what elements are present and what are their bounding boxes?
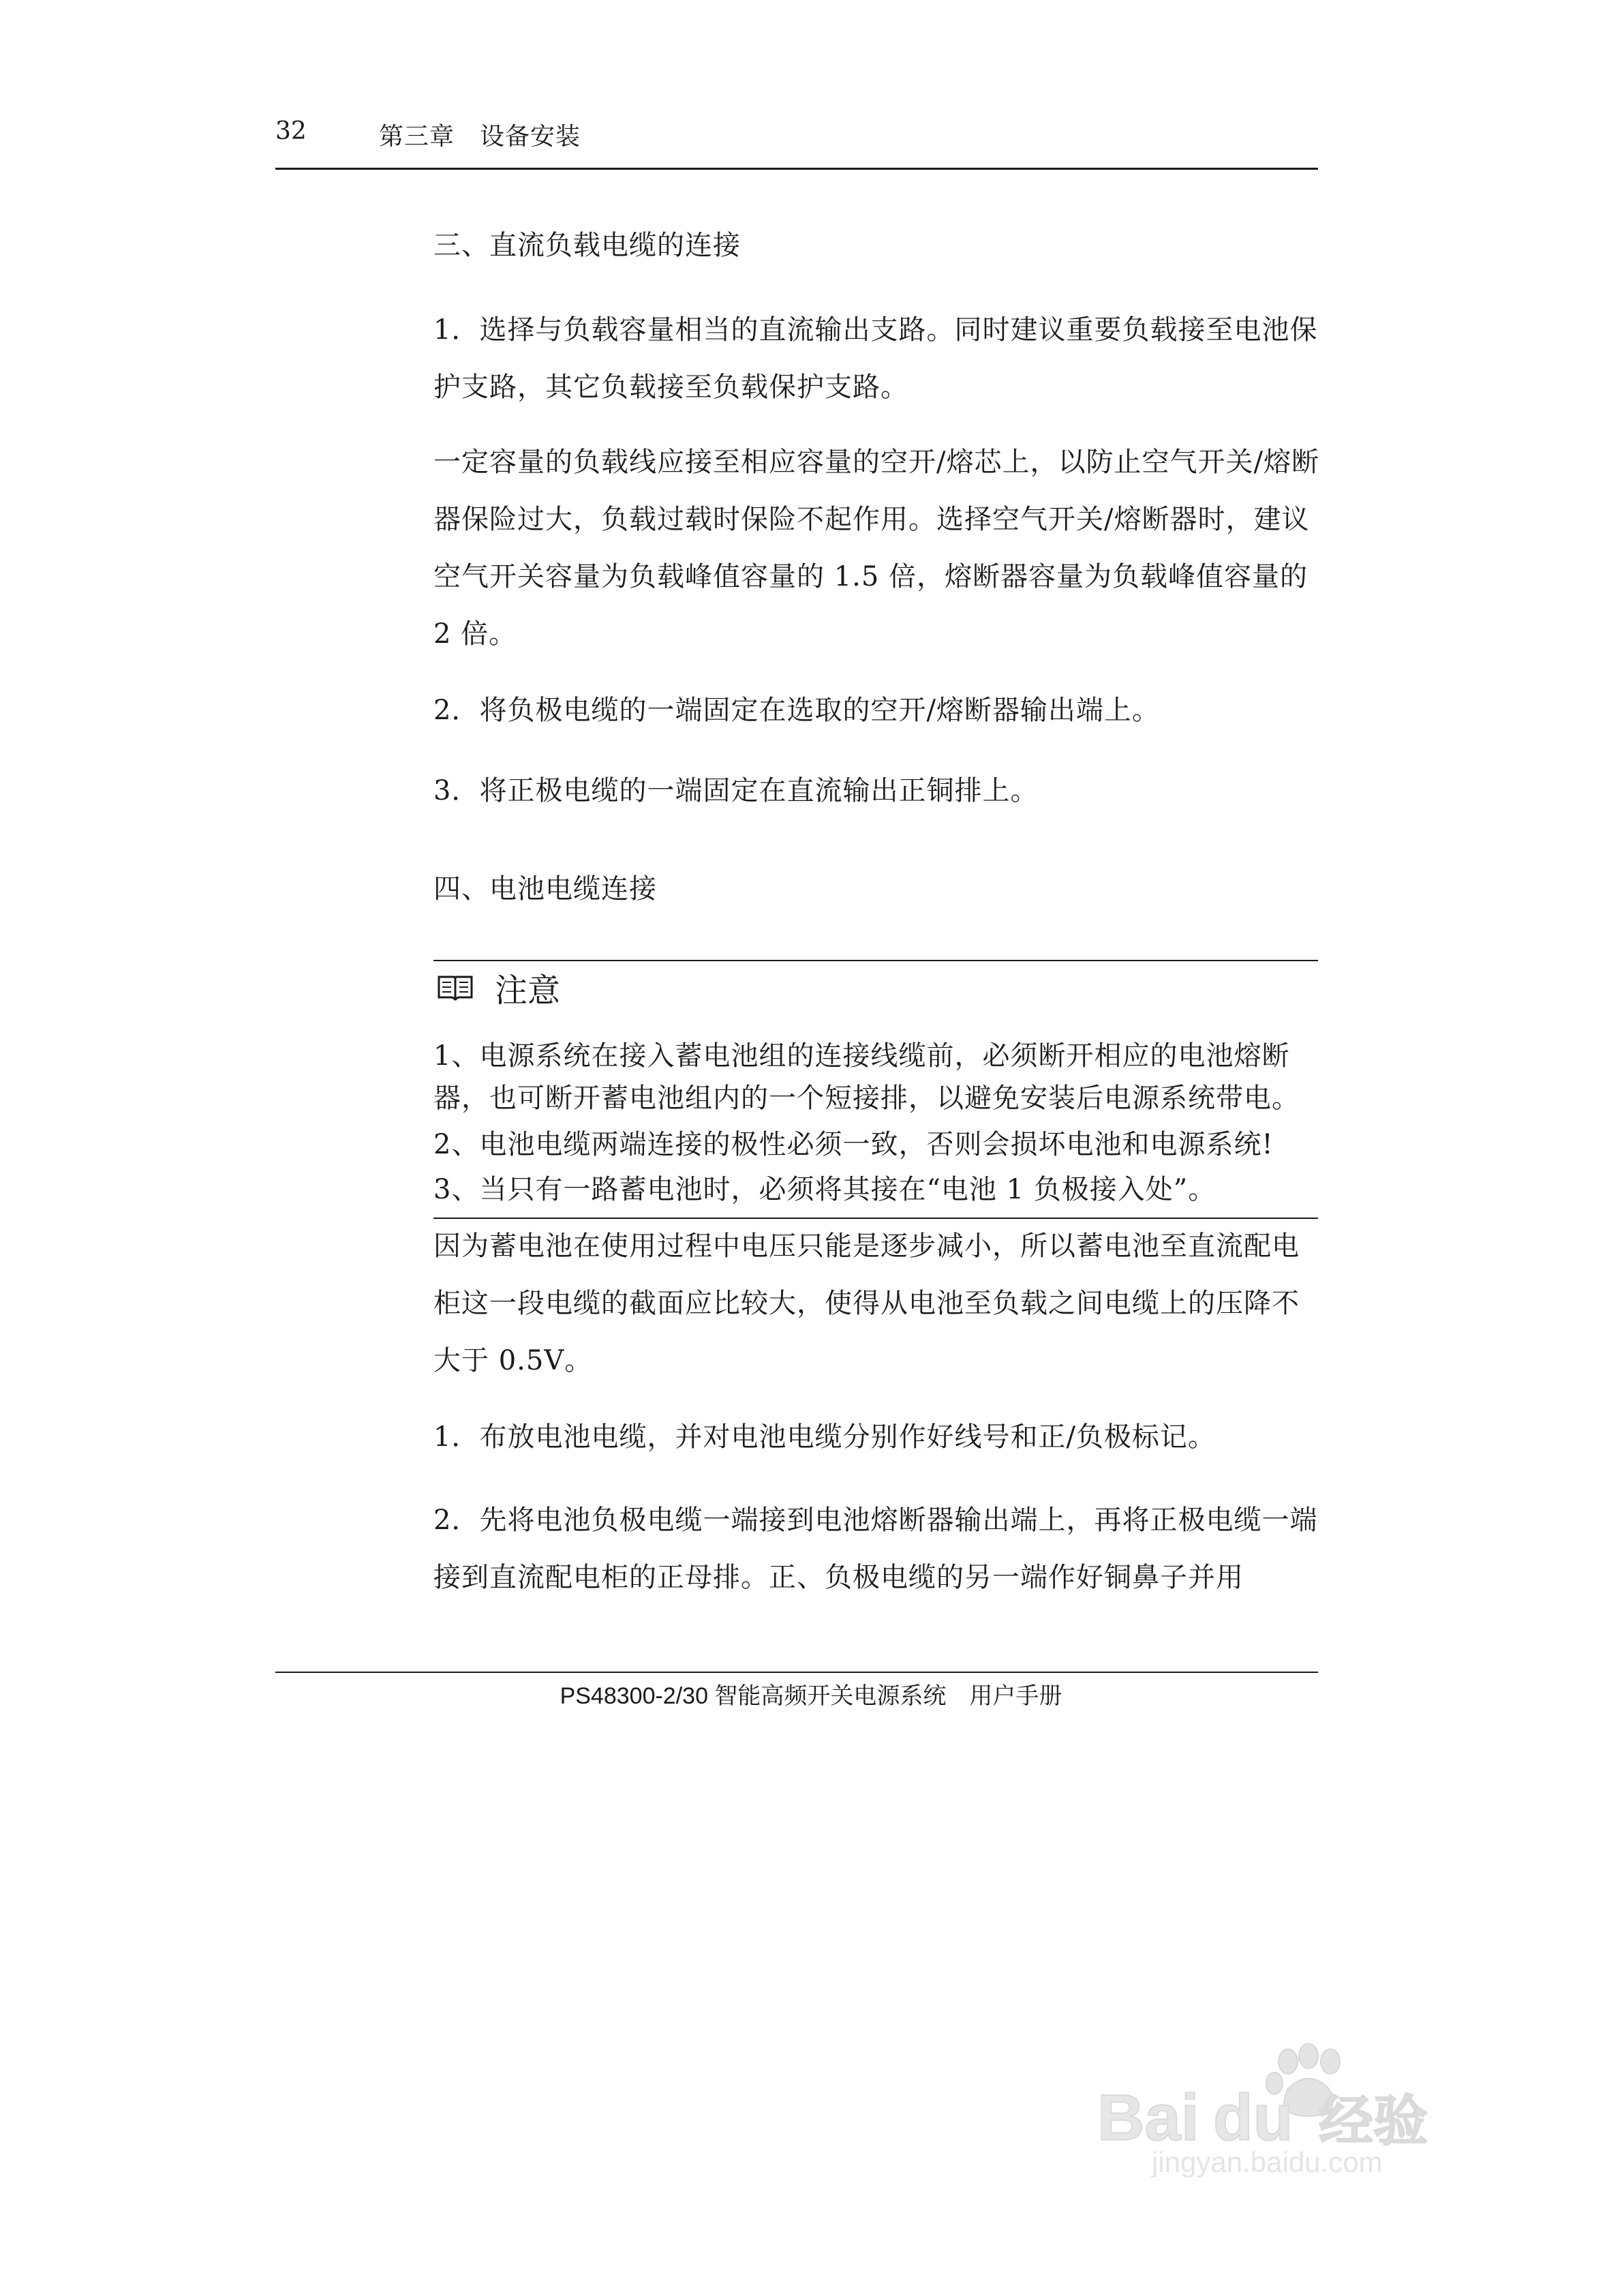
baidu-watermark bbox=[1084, 2041, 1465, 2180]
notice-item-3: 3、当只有一路蓄电池时，必须将其接在“电池 1 负极接入处”。 bbox=[433, 1174, 1216, 1205]
page-number: 32 bbox=[275, 117, 307, 145]
baidu-logo-icon bbox=[1084, 2041, 1465, 2177]
section3-step3: 3．将正极电缆的一端固定在直流输出正铜排上。 bbox=[433, 775, 1039, 806]
svg-text:du: du bbox=[1213, 2081, 1294, 2154]
section3-note-paragraph: 一定容量的负载线应接至相应容量的空开/熔芯上，以防止空气开关/熔断器保险过大，负载过载时保险不起作用。选择空气开关/熔断器时，建议空气开关容量为负载峰值容量的 1.5 倍，熔断器容量为负载峰值容量的 2 倍。 bbox=[433, 447, 1319, 650]
section3-step2: 2．将负极电缆的一端固定在选取的空开/熔断器输出端上。 bbox=[433, 695, 1160, 726]
notice-title: 注意 bbox=[495, 971, 561, 1010]
chapter-title: 第三章 设备安装 bbox=[379, 123, 581, 151]
notice-item-2: 2、电池电缆两端连接的极性必须一致，否则会损坏电池和电源系统! bbox=[433, 1129, 1274, 1160]
book-icon bbox=[436, 973, 474, 1003]
svg-text:Bai: Bai bbox=[1097, 2081, 1199, 2154]
section4-intro: 因为蓄电池在使用过程中电压只能是逐步减小，所以蓄电池至直流配电柜这一段电缆的截面应比较大，使得从电池至负载之间电缆上的压降不大于 0.5V。 bbox=[433, 1230, 1300, 1376]
section4-step1: 1．布放电池电缆，并对电池电缆分别作好线号和正/负极标记。 bbox=[433, 1421, 1216, 1453]
watermark-url: jingyan.baidu.com bbox=[1152, 2146, 1383, 2177]
svg-text:经验: 经验 bbox=[1319, 2089, 1428, 2153]
notice-heading bbox=[436, 964, 560, 1011]
footer-divider bbox=[275, 1672, 1318, 1673]
section3-step1: 1．选择与负载容量相当的直流输出支路。同时建议重要负载接至电池保护支路，其它负载接至负载保护支路。 bbox=[433, 314, 1318, 403]
footer-text: PS48300-2/30 智能高频开关电源系统 用户手册 bbox=[560, 1683, 1062, 1709]
section4-step2: 2．先将电池负极电缆一端接到电池熔断器输出端上，再将正极电缆一端接到直流配电柜的正母排。正、负极电缆的另一端作好铜鼻子并用 bbox=[433, 1505, 1318, 1593]
notice-top-rule bbox=[433, 960, 1318, 961]
section4-title: 四、电池电缆连接 bbox=[433, 873, 657, 905]
notice-item-1: 1、电源系统在接入蓄电池组的连接线缆前，必须断开相应的电池熔断器，也可断开蓄电池组内的一个短接排，以避免安装后电源系统带电。 bbox=[433, 1040, 1300, 1114]
header-divider bbox=[275, 168, 1318, 170]
section3-title: 三、直流负载电缆的连接 bbox=[433, 230, 741, 261]
